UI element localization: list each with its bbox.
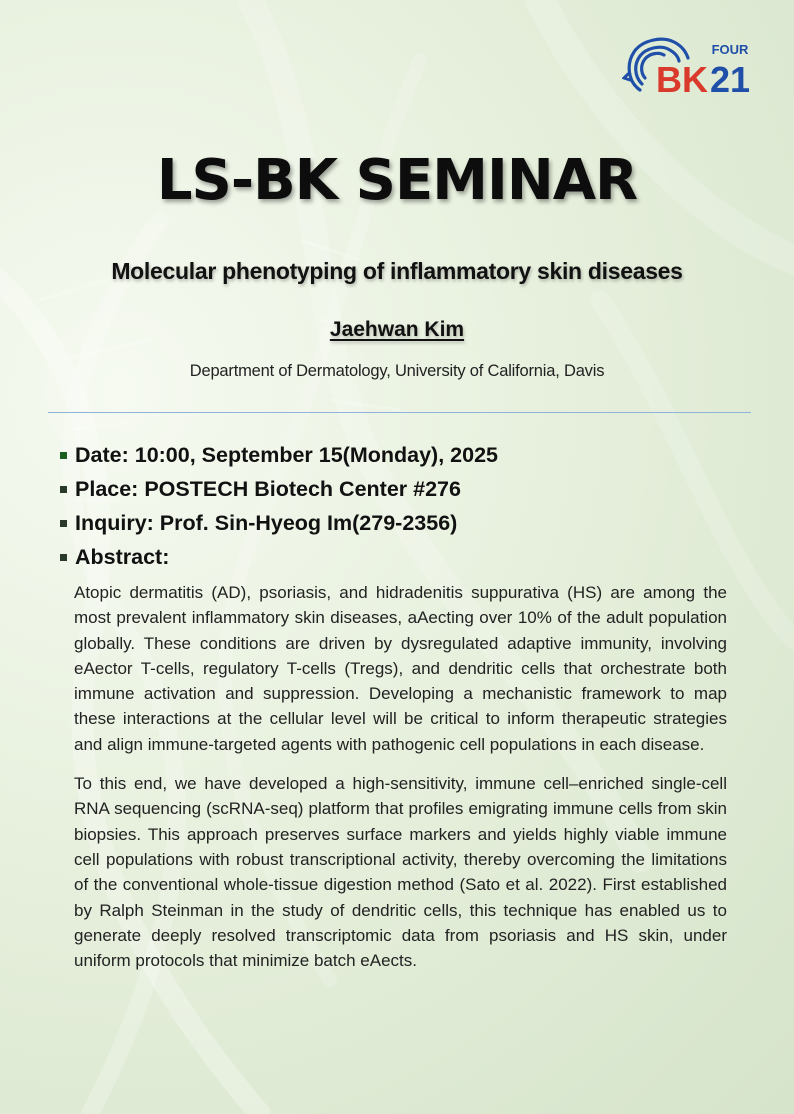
speaker-affiliation: Department of Dermatology, University of California, Davis (189, 362, 605, 380)
info-place-text: Place: POSTECH Biotech Center #276 (75, 477, 461, 501)
abstract-paragraph-1: Atopic dermatitis (AD), psoriasis, and hidradenitis suppurativa (HS) are among the most prevalent inflammatory skin diseases, aAecting over 10% of the adult population globally. These conditions are driven by dysregulated adaptive immunity, involving eAector T-cells, regulatory T-cells (Tregs), and dendritic cells that orchestrate both immune activation and suppression. Developing a mechanistic framework to map these interactions at the cellular level will be critical to inform therapeutic strategies and align immune-targeted agents with pathogenic cell populations in each disease. (74, 583, 727, 754)
divider-line (48, 412, 751, 413)
logo-21-text: 21 (709, 59, 751, 98)
speaker-name: Jaehwan Kim (329, 318, 465, 341)
info-date-text: Date: 10:00, September 15(Monday), 2025 (75, 443, 498, 467)
abstract-label-text: Abstract: (75, 545, 170, 569)
abstract-body (74, 580, 727, 987)
seminar-info-list (58, 440, 758, 576)
info-inquiry (58, 508, 758, 542)
bullet-icon (60, 520, 67, 527)
bk21-four-logo (622, 34, 756, 98)
info-date (58, 440, 758, 474)
seminar-subtitle: Molecular phenotyping of inflammatory skin diseases (111, 258, 683, 284)
bullet-icon (60, 486, 67, 493)
info-abstract-label (58, 542, 758, 576)
bullet-icon (60, 452, 67, 459)
info-inquiry-text: Inquiry: Prof. Sin-Hyeog Im(279-2356) (75, 511, 458, 535)
bullet-icon (60, 554, 67, 561)
page-title: LS-BK SEMINAR (156, 148, 638, 213)
logo-bk-text: BK (656, 59, 708, 98)
abstract-paragraph-2: To this end, we have developed a high-sensitivity, immune cell–enriched single-cell RNA sequencing (scRNA-seq) platform that profiles emigrating immune cells from skin biopsies. This approach preserves surface markers and yields highly viable immune cell populations with robust transcriptional activity, thereby overcoming the limitations of the conventional whole-tissue digestion method (Sato et al. 2022). First established by Ralph Steinman in the study of dendritic cells, this technique has enabled us to generate deeply resolved transcriptomic data from psoriasis and HS skin, under uniform protocols that minimize batch eAects. (74, 774, 727, 971)
info-place (58, 474, 758, 508)
logo-four-text: FOUR (711, 42, 749, 57)
